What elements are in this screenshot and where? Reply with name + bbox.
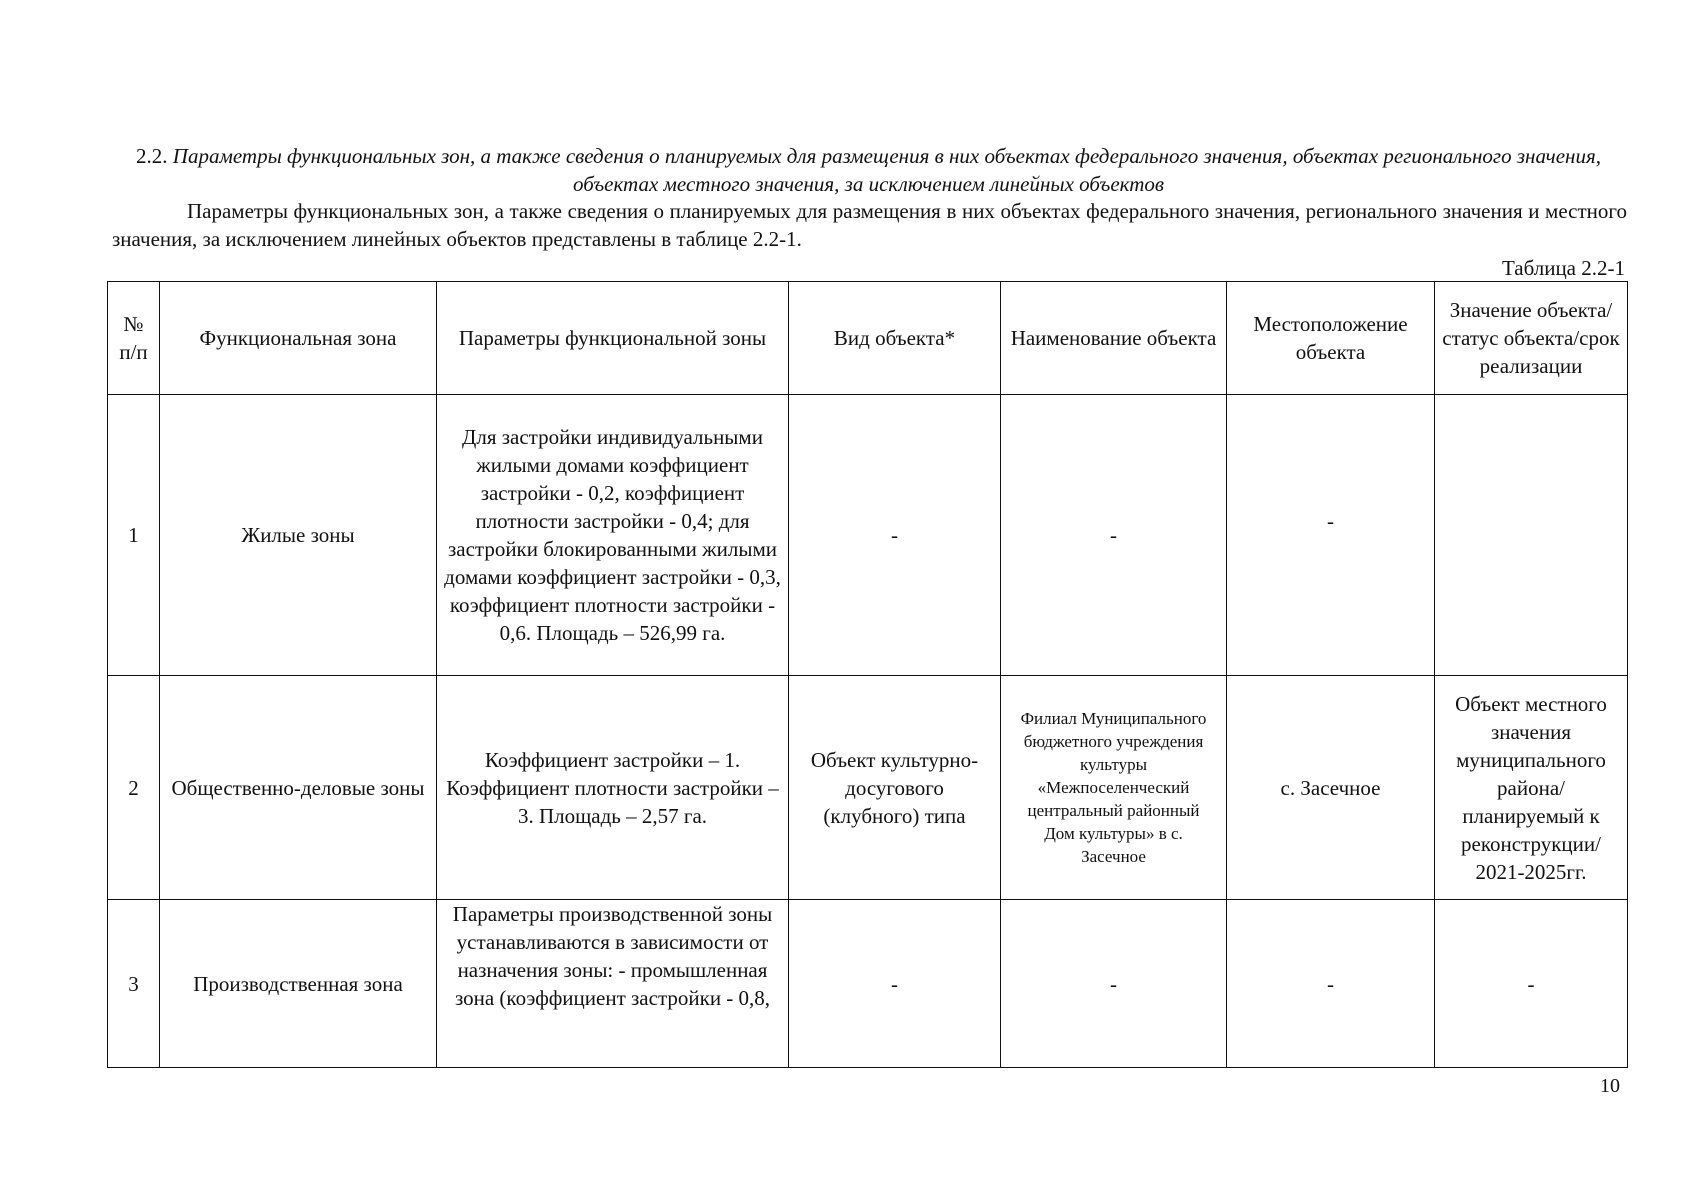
header-params: Параметры функциональной зоны [437, 282, 789, 395]
cell-zone: Общественно-деловые зоны [160, 676, 437, 900]
cell-num: 3 [108, 900, 160, 1068]
cell-status [1435, 395, 1628, 676]
cell-name: - [1001, 900, 1227, 1068]
table-row [108, 900, 1628, 1068]
table-row [108, 676, 1628, 900]
header-type: Вид объекта* [789, 282, 1001, 395]
intro-paragraph: Параметры функциональных зон, а также сведения о планируемых для размещения в них объектах федерального значения, регионального значения и местного значения, за исключением линейных объектов представлены в таблице 2.2-1. [112, 199, 1627, 251]
cell-num: 1 [108, 395, 160, 676]
section-number: 2.2. [136, 144, 168, 168]
cell-params: Коэффициент застройки – 1. Коэффициент плотности застройки – 3. Площадь – 2,57 га. [437, 676, 789, 900]
cell-type: - [789, 395, 1001, 676]
cell-type: - [789, 900, 1001, 1068]
header-name: Наименование объекта [1001, 282, 1227, 395]
cell-status: - [1435, 900, 1628, 1068]
cell-location: с. Засечное [1227, 676, 1435, 900]
cell-zone: Жилые зоны [160, 395, 437, 676]
cell-location: - [1227, 900, 1435, 1068]
header-num: № п/п [108, 282, 160, 395]
header-zone: Функциональная зона [160, 282, 437, 395]
header-location: Местоположение объекта [1227, 282, 1435, 395]
cell-type: Объект культурно-досугового (клубного) типа [789, 676, 1001, 900]
cell-location: - [1227, 395, 1435, 676]
table-header-row [108, 282, 1628, 395]
cell-status: Объект местного значения муниципального района/ планируемый к реконструкции/ 2021-2025гг. [1435, 676, 1628, 900]
zones-table [107, 281, 1628, 1068]
cell-zone: Производственная зона [160, 900, 437, 1068]
cell-name: Филиал Муниципального бюджетного учреждения культуры «Межпоселенческий центральный районный Дом культуры» в с. Засечное [1001, 676, 1227, 900]
header-status: Значение объекта/статус объекта/срок реализации [1435, 282, 1628, 395]
table-caption: Таблица 2.2-1 [1501, 256, 1625, 280]
cell-params: Для застройки индивидуальными жилыми домами коэффициент застройки - 0,2, коэффициент плотности застройки - 0,4; для застройки блокированными жилыми домами коэффициент застройки - 0,3, коэффициент плотности застройки - 0,6. Площадь – 526,99 га. [437, 395, 789, 676]
cell-params: Параметры производственной зоны устанавливаются в зависимости от назначения зоны: - промышленная зона (коэффициент застройки - 0,8, [437, 900, 789, 1068]
cell-name: - [1001, 395, 1227, 676]
cell-num: 2 [108, 676, 160, 900]
section-title: Параметры функциональных зон, а также сведения о планируемых для размещения в них объектах федерального значения, объектах регионального значения, объектах местного значения, за исключением линейных объектов [172, 144, 1601, 196]
section-heading [110, 142, 1627, 198]
page-number: 10 [1600, 1075, 1620, 1097]
table-row [108, 395, 1628, 676]
